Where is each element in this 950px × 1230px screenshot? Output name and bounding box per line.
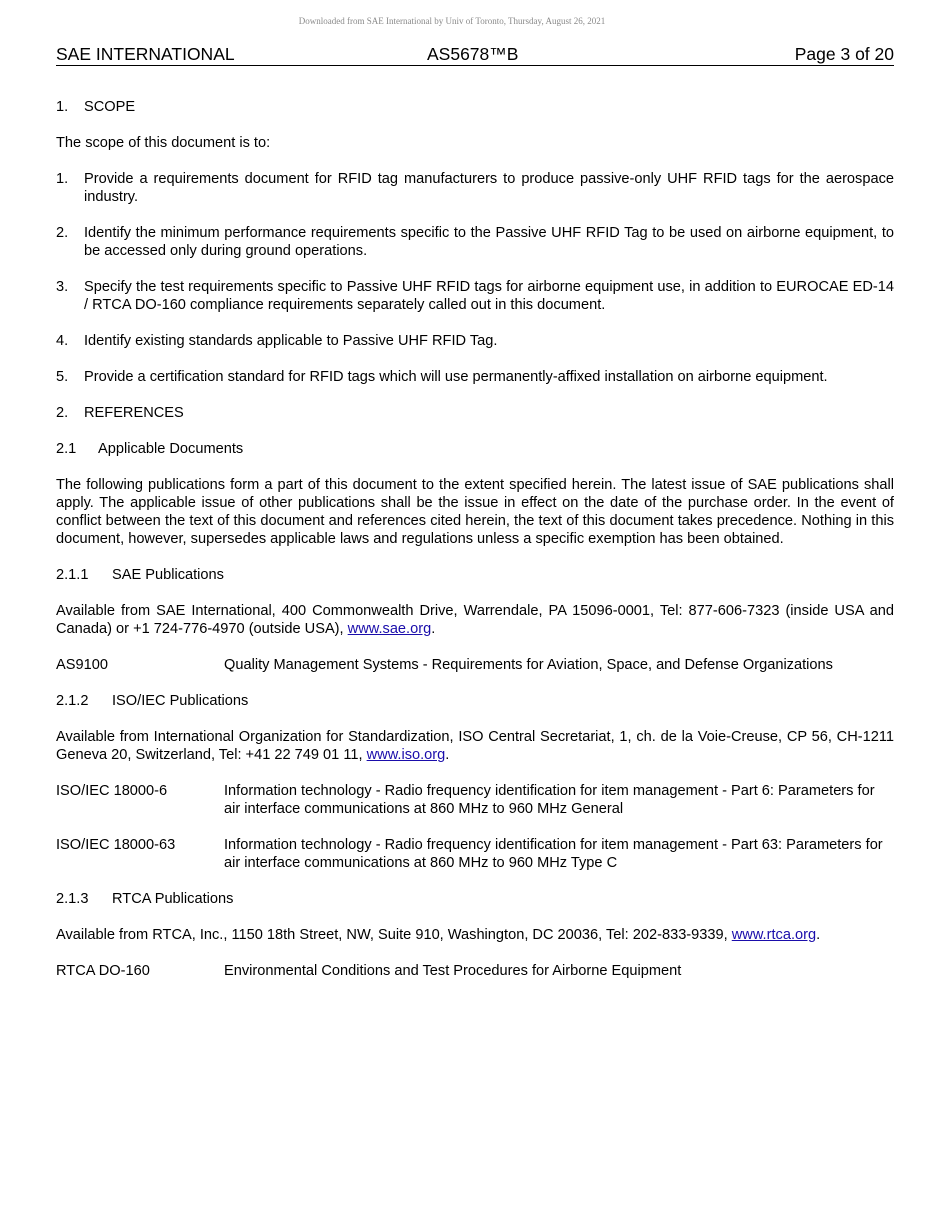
list-number: 3. [56,279,69,295]
subsection-number: 2.1.1 [56,567,89,583]
list-text: Identify the minimum performance requirements specific to the Passive UHF RFID Tag to be used on airborne equipment, to be accessed only during ground operations. [84,225,894,259]
subsection-heading-rtca [56,890,894,908]
subsection-number: 2.1 [56,441,77,457]
reference-description: Environmental Conditions and Test Procedures for Airborne Equipment [224,963,682,979]
iso-availability [56,728,894,764]
subsection-number: 2.1.2 [56,693,89,709]
subsection-heading-applicable-documents [56,440,894,458]
applicable-documents-text: The following publications form a part of this document to the extent specified herein. The latest issue of SAE publications shall apply. The applicable issue of other publications shall be the issue in effect on the date of the purchase order. In the event of conflict between the text of this document and references cited herein, the text of this document takes precedence. Nothing in this document, however, supersedes applicable laws and regulations unless a specific exemption has been obtained. [56,477,894,547]
section-title: SCOPE [84,99,136,115]
scope-intro: The scope of this document is to: [56,135,271,151]
availability-text: Available from SAE International, 400 Commonwealth Drive, Warrendale, PA 15096-0001, Tel: 877-606-7323 (inside USA and Canada) or +1 724-776-4970 (outside USA), [56,603,894,637]
rtca-availability [56,926,894,944]
list-number: 1. [56,171,69,187]
reference-description: Information technology - Radio frequency identification for item management - Part 6: Parameters for air interface communications at 860 MHz to 960 MHz General [224,783,875,817]
reference-code: ISO/IEC 18000-63 [56,837,176,853]
subsection-heading-sae [56,566,894,584]
section-heading-scope [56,98,894,116]
list-text: Provide a requirements document for RFID tag manufacturers to produce passive-only UHF RFID tags for the aerospace industry. [84,171,894,205]
section-number: 2. [56,405,69,421]
sae-website-link[interactable]: www.sae.org [347,621,432,637]
scope-list-item [56,170,894,206]
document-body [56,98,894,980]
scope-list-item [56,332,894,350]
reference-entry [56,836,894,872]
subsection-heading-iso [56,692,894,710]
download-watermark: Downloaded from SAE International by Univ of Toronto, Thursday, August 26, 2021 [298,16,606,26]
reference-description: Quality Management Systems - Requirements for Aviation, Space, and Defense Organizations [224,657,833,673]
rtca-website-link[interactable]: www.rtca.org [731,927,817,943]
scope-list-item [56,278,894,314]
reference-code: ISO/IEC 18000-6 [56,783,168,799]
list-number: 4. [56,333,69,349]
subsection-title: Applicable Documents [98,441,244,457]
iso-website-link[interactable]: www.iso.org [366,747,446,763]
scope-list-item [56,368,894,386]
subsection-title: SAE Publications [112,567,224,583]
availability-period: . [445,747,450,763]
list-number: 2. [56,225,69,241]
reference-entry [56,962,894,980]
subsection-title: RTCA Publications [112,891,234,907]
list-text: Provide a certification standard for RFID tags which will use permanently-affixed installation on airborne equipment. [84,369,828,385]
list-number: 5. [56,369,69,385]
reference-code: RTCA DO-160 [56,963,150,979]
subsection-title: ISO/IEC Publications [112,693,249,709]
availability-text: Available from RTCA, Inc., 1150 18th Street, NW, Suite 910, Washington, DC 20036, Tel: 202-833-9339, [56,927,732,943]
section-title: REFERENCES [84,405,184,421]
availability-period: . [431,621,436,637]
reference-entry [56,782,894,818]
section-number: 1. [56,99,69,115]
reference-entry [56,656,894,674]
header-org: SAE INTERNATIONAL [56,44,235,64]
sae-availability [56,602,894,638]
list-text: Specify the test requirements specific to Passive UHF RFID tags for airborne equipment use, in addition to EUROCAE ED-14 / RTCA DO-160 compliance requirements separately called out in this document. [84,279,894,313]
reference-code: AS9100 [56,657,108,673]
section-heading-references [56,404,894,422]
reference-description: Information technology - Radio frequency identification for item management - Part 63: Parameters for air interface communications at 860 MHz to 960 MHz Type C [224,837,883,871]
subsection-number: 2.1.3 [56,891,89,907]
availability-text: Available from International Organization for Standardization, ISO Central Secretariat, 1, ch. de la Voie-Creuse, CP 56, CH-1211 Geneva 20, Switzerland, Tel: +41 22 749 01 11, [56,729,894,763]
header-page-number: Page 3 of 20 [794,44,894,64]
page-header [56,44,894,66]
header-doc-id: AS5678™B [427,44,519,64]
scope-list-item [56,224,894,260]
list-text: Identify existing standards applicable to Passive UHF RFID Tag. [84,333,498,349]
availability-period: . [816,927,821,943]
